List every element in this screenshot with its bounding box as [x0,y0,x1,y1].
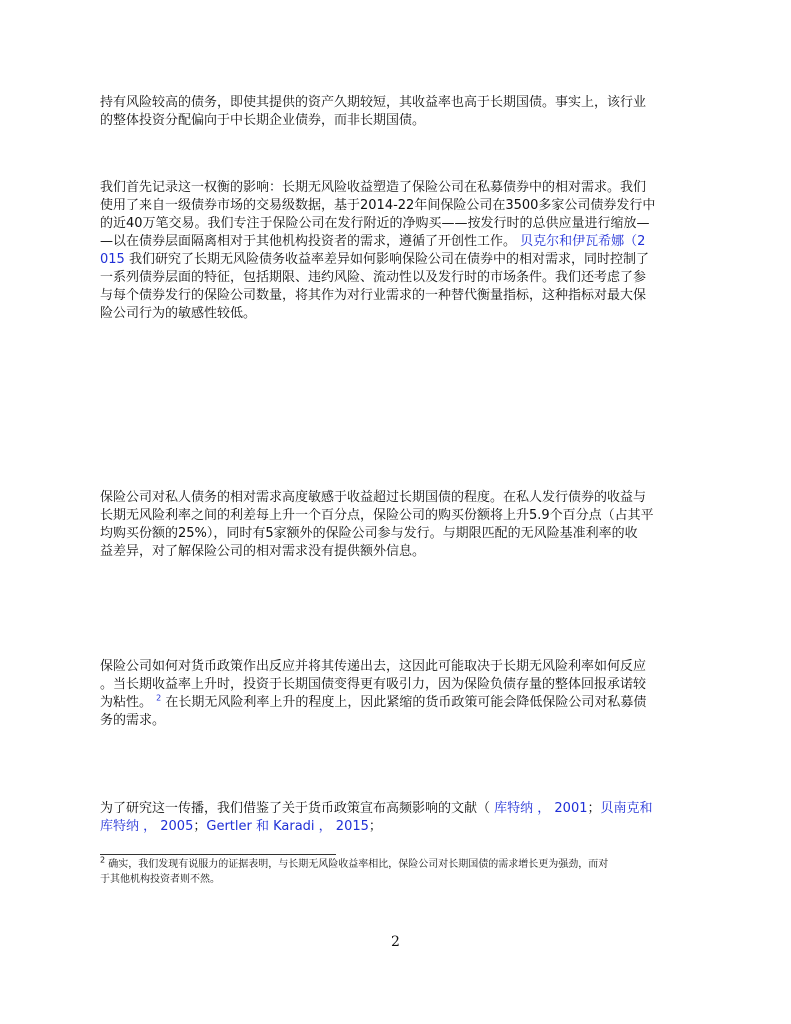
text-line: 使用了来自一级债券市场的交易级数据，基于2014-22年间保险公司在3500多家公司债券发行中 [100,198,656,213]
text-line: 务的需求。 [100,713,166,728]
text-line: 的近40万笔交易。我们专注于保险公司在发行附近的净购买——按发行时的总供应量进行缩放— [100,216,650,231]
paragraph-2 [100,179,698,323]
text-segment: ； [193,819,207,834]
paragraph-5 [100,800,698,836]
footnote-marker: 2 [100,855,106,865]
text-line: 于其他机构投资者则不然。 [100,874,220,885]
text-line: 。当长期收益率上升时，投资于长期国债变得更有吸引力，因为保险负债存量的整体回报承诺较 [100,677,647,692]
text-line: 我们首先记录这一权衡的影响：长期无风险收益塑造了保险公司在私募债券中的相对需求。我们 [100,180,647,195]
text-line: 持有风险较高的债务，即使其提供的资产久期较短，其收益率也高于长期国债。事实上，该行业 [100,95,647,110]
citation-link[interactable]: 库特纳 ， 2005 [100,819,194,834]
text-line: 长期无风险利率之间的利差每上升一个百分点，保险公司的购买份额将上升5.9个百分点（占其平 [100,508,654,523]
text-line [100,818,698,836]
page-number: 2 [391,934,400,950]
text-line: 一系列债券层面的特征，包括期限、违约风险、流动性以及发行时的市场条件。我们还考虑了参 [100,270,647,285]
paragraph-1 [100,94,698,130]
citation-link[interactable]: 贝南克和 [600,801,653,816]
text-segment: 确实，我们发现有说服力的证据表明，与长期无风险收益率相比，保险公司对长期国债的需求增长更为强劲，而对 [105,859,609,870]
text-segment: ； [368,819,382,834]
footnote [100,857,700,887]
text-line: 险公司行为的敏感性较低。 [100,306,257,321]
text-segment: ； [587,801,601,816]
text-line: 益差异，对了解保险公司的相对需求没有提供额外信息。 [100,544,426,559]
citation-link[interactable]: Gertler 和 Karadi ， 2015 [206,819,369,834]
text-segment: 为粘性。 [100,695,153,710]
text-line [100,800,698,818]
text-line: 与每个债券发行的保险公司数量，将其作为对行业需求的一种替代衡量指标，这种指标对最大保 [100,288,647,303]
text-segment: 在长期无风险利率上升的程度上，因此紧缩的货币政策可能会降低保险公司对私募债 [161,695,647,710]
text-line: 保险公司如何对货币政策作出反应并将其传递出去，这因此可能取决于长期无风险利率如何反应 [100,659,647,674]
citation-link[interactable]: 015 [100,252,125,267]
text-line [100,857,700,872]
text-segment: 我们研究了长期无风险债务收益率差异如何影响保险公司在债券中的相对需求，同时控制了 [124,252,649,267]
text-line [100,251,698,269]
citation-link[interactable]: 贝克尔和伊瓦希娜（2 [516,234,646,249]
footnote-ref-link[interactable]: 2 [156,693,162,703]
paragraph-3 [100,489,698,561]
text-segment: —以在债券层面隔离相对于其他机构投资者的需求，遵循了开创性工作。 [100,234,517,249]
footnote-divider [100,854,336,855]
text-line: 保险公司对私人债务的相对需求高度敏感于收益超过长期国债的程度。在私人发行债券的收益与 [100,490,647,505]
text-line [100,233,698,251]
text-line [100,694,698,712]
paragraph-4 [100,658,698,730]
text-segment: 为了研究这一传播，我们借鉴了关于货币政策宣布高频影响的文献（ [100,801,491,816]
citation-link[interactable]: 库特纳 ， 2001 [490,801,588,816]
text-line: 均购买份额的25%），同时有5家额外的保险公司参与发行。与期限匹配的无风险基准利率的收 [100,526,638,541]
text-line: 的整体投资分配偏向于中长期企业债券，而非长期国债。 [100,113,426,128]
